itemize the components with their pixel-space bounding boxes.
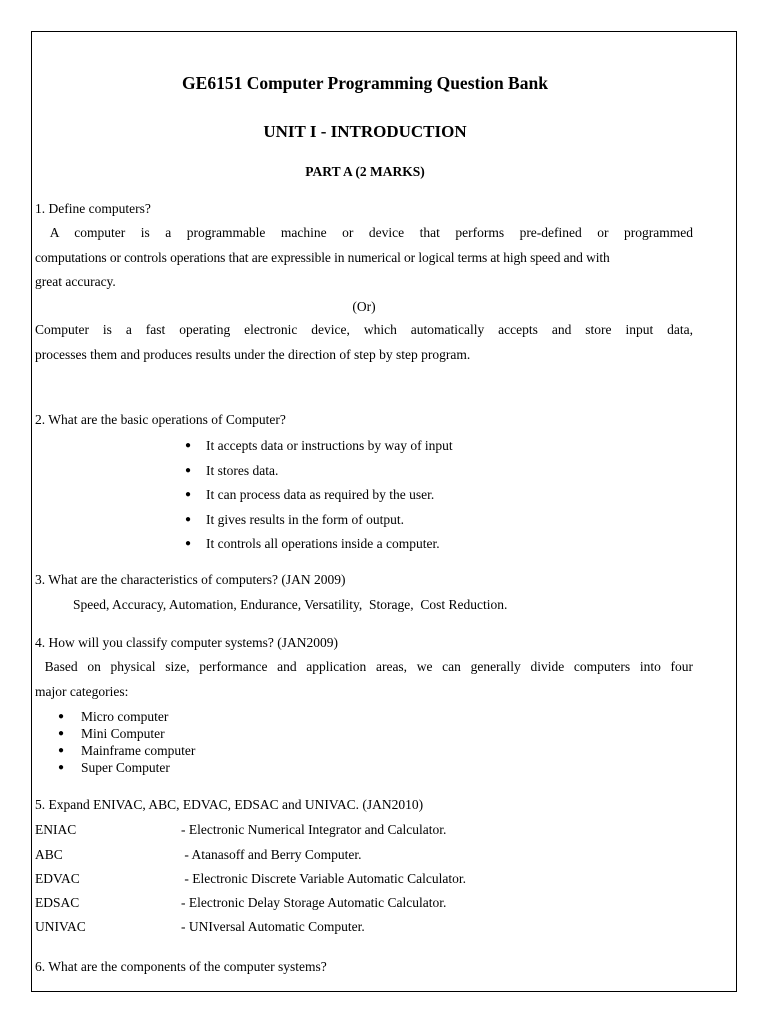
or-separator: (Or) [352,299,376,314]
question-2: 2. What are the basic operations of Computer? [35,412,286,427]
expansion-definition: - Electronic Discrete Variable Automatic Calculator. [181,871,467,886]
expansion-definition: - Electronic Numerical Integrator and Calculator. [181,822,447,837]
answer-4-line-2: major categories: [35,683,129,699]
bullet-icon: ● [185,464,192,476]
list-item: ● It stores data. [185,459,453,484]
expansion-row [35,915,635,939]
answer-1-alt-line-2: processes them and produces results under the direction of step by step program. [35,346,471,362]
expansion-term: ENIAC [35,822,77,837]
list-item: ● It can process data as required by the user. [185,483,453,508]
document-title: GE6151 Computer Programming Question Bank [182,73,548,93]
bullet-icon: ● [58,762,65,773]
expansion-term: EDSAC [35,895,80,910]
list-item: ● Mainframe computer [58,743,196,758]
question-1: 1. Define computers? [35,201,151,216]
bullet-icon: ● [58,745,65,756]
expansion-term: EDVAC [35,871,80,886]
bullet-icon: ● [185,513,192,525]
bullet-icon: ● [58,711,65,722]
list-item: ● It controls all operations inside a computer. [185,532,453,557]
answer-1-alt-line-1: Computer is a fast operating electronic device, which automatically accepts and store input data, [35,322,693,337]
question-6: 6. What are the components of the computer systems? [35,959,327,974]
question-5: 5. Expand ENIVAC, ABC, EDVAC, EDSAC and UNIVAC. (JAN2010) [35,797,424,812]
answer-1-line-3: great accuracy. [35,274,116,289]
expansion-definition: - UNIversal Automatic Computer. [181,919,365,934]
list-item: ● Super Computer [58,760,170,775]
bullet-icon: ● [185,538,192,549]
answer-1-alt [35,318,693,367]
unit-heading: UNIT I - INTRODUCTION [263,122,467,141]
expansion-row [35,818,635,842]
list-item: ● Micro computer [58,709,169,724]
part-heading: PART A (2 MARKS) [305,164,425,179]
expansion-term: UNIVAC [35,919,86,934]
question-4: 4. How will you classify computer systems? (JAN2009) [35,635,338,650]
expansion-definition: - Atanasoff and Berry Computer. [181,847,362,862]
question-3: 3. What are the characteristics of computers? (JAN 2009) [35,572,346,587]
answer-1 [35,221,693,295]
bullet-icon: ● [185,440,192,451]
list-item: ● It accepts data or instructions by way of input [185,434,453,459]
operations-list [185,434,453,557]
expansion-row [35,843,635,867]
categories-list [58,708,195,776]
answer-1-line-2: computations or controls operations that are expressible in numerical or logical terms at high speed and with [35,249,610,265]
answer-3: Speed, Accuracy, Automation, Endurance, Versatility, Storage, Cost Reduction. [73,597,508,612]
expansion-term: ABC [35,847,63,862]
list-item: ● Mini Computer [58,726,165,741]
expansion-row [35,867,635,891]
answer-1-line-1: A computer is a programmable machine or device that performs pre-defined or programmed [35,225,693,240]
bullet-icon: ● [58,728,65,739]
expansion-row [35,891,635,915]
expansion-definition: - Electronic Delay Storage Automatic Calculator. [181,895,447,910]
answer-4-line-1: Based on physical size, performance and application areas, we can generally divide computers into four [35,659,693,674]
bullet-icon: ● [185,489,192,500]
answer-4 [35,655,693,704]
list-item: ● It gives results in the form of output. [185,508,453,533]
